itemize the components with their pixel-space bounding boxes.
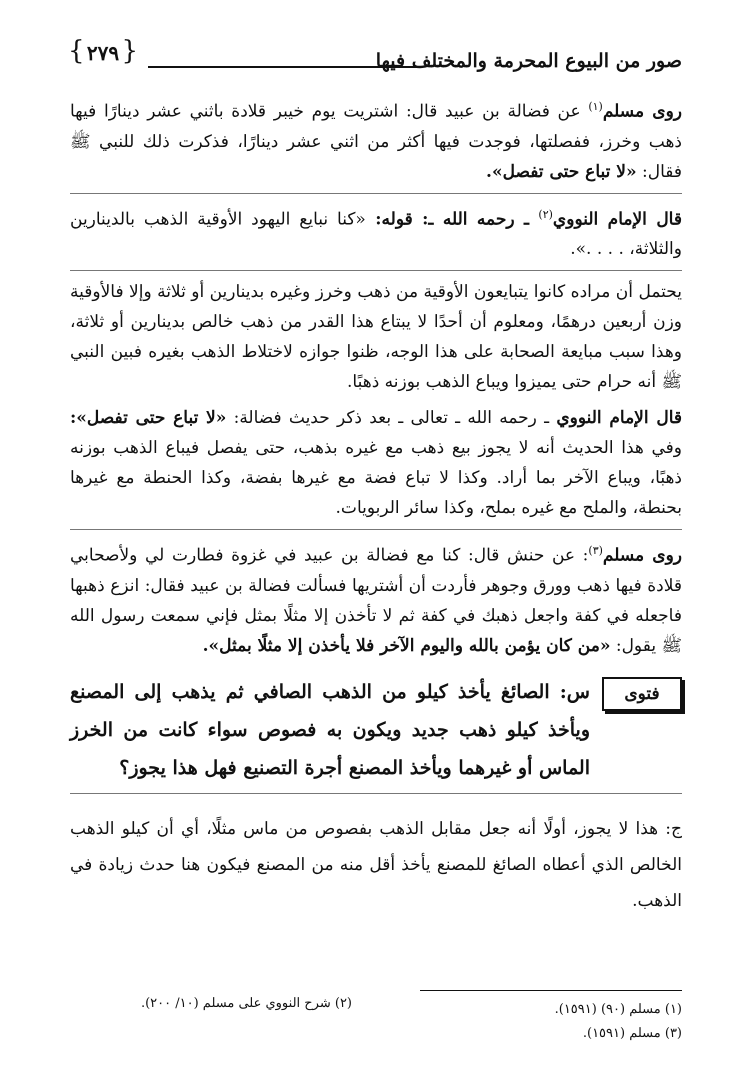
running-title: صور من البيوع المحرمة والمختلف فيها: [375, 50, 682, 72]
fatwa-answer: ج: هذا لا يجوز، أولًا أنه جعل مقابل الذهب بفصوص من ماس مثلًا، أي أن كيلو الذهب الخالص الذي أعطاه الصائغ للمصنع يأخذ أقل منه من المصنع فيكون هنا حدث زيادة في الذهب.: [70, 818, 682, 911]
paragraph-text: : عن حنش قال: كنا مع فضالة بن عبيد في غزوة فطارت لي ولأصحابي قلادة فيها ذهب وورق وجوهر فأردت أن أشتريها فسألت فضالة بن عبيد فقال: انزع ذهبها فاجعله في كفة واجعل ذهبك في كفة ثم لا تأخذن إلا مثلًا بمثل فإني سمعت رسول الله ﷺ يقول:: [70, 545, 682, 656]
paragraph-text: ـ رحمه الله ـ تعالى ـ بعد ذكر حديث فضالة:: [226, 408, 557, 429]
footnote-ref-1: (١): [588, 100, 603, 113]
hadith-quote: «لا تباع حتى تفصل».: [486, 161, 637, 182]
header-rule: [148, 66, 420, 68]
paragraph-lead: قال الإمام النووي: [552, 209, 682, 230]
footnote-ref-2: (٢): [538, 207, 553, 221]
page-number: { ٢٧٩ }: [70, 40, 136, 66]
paragraph-explanation: [70, 270, 682, 397]
hadith-quote: «من كان يؤمن بالله واليوم الآخر فلا يأخذن إلا مثلًا بمثل».: [202, 635, 611, 656]
footnote-rule: [420, 990, 682, 991]
fatwa-question: [70, 673, 682, 794]
paragraph-nawawi-1: [70, 193, 682, 265]
footnotes: [70, 990, 682, 1050]
footnote-3: (٣) مسلم (١٥٩١).: [582, 1026, 682, 1041]
paragraph-lead: روى مسلم: [602, 101, 683, 122]
paragraph-lead: قال الإمام النووي: [556, 408, 682, 429]
hadith-quote: «لا تباع حتى تفصل»:: [70, 408, 227, 429]
paragraph-lead-cont: ـ رحمه الله ـ: قوله:: [365, 209, 539, 230]
main-text: [70, 92, 682, 936]
paragraph-muslim-hanash: [70, 529, 682, 661]
paragraph-text: عن فضالة بن عبيد قال: اشتريت يوم خيبر قلادة باثني عشر دينارًا فيها ذهب وخرز، ففصلتها، فوجدت فيها أكثر من اثني عشر دينارًا، فذكرت ذلك للنبي ﷺ فقال:: [70, 101, 682, 182]
footnote-1: (١) مسلم (٩٠) (١٥٩١).: [554, 1002, 682, 1017]
paragraph-text-cont: وفي هذا الحديث أنه لا يجوز بيع ذهب مع غيره بذهب، حتى يفصل فيباع الذهب بوزنه ذهبًا، ويباع الآخر بما أراد. وكذا لا تباع فضة مع غيرها بفضة، وكذا الحنطة مع غيرها بحنطة، والملح مع غيره بملح، وكذا سائر الربويات.: [70, 438, 682, 519]
question-text: س: الصائغ يأخذ كيلو من الذهب الصافي ثم يذهب إلى المصنع ويأخذ كيلو ذهب جديد ويكون به فصوص سواء كانت من الخرز الماس أو غيرهما ويأخذ المصنع أجرة التصنيع فهل هذا يجوز؟: [70, 680, 590, 779]
footnote-2: (٢) شرح النووي على مسلم (١٠/ ٢٠٠).: [140, 996, 352, 1011]
fatwa-badge: فتوى: [602, 677, 682, 711]
paragraph-nawawi-2: [70, 403, 682, 523]
paragraph-text: يحتمل أن مراده كانوا يتبايعون الأوقية من ذهب وخرز وغيره بدينارين أو ثلاثة وإلا فالأوقية وزن أربعين درهمًا، ومعلوم أن أحدًا لا يبتاع هذا القدر من ذهب خالص بدينارين أو ثلاثة، وهذا سبب مبايعة الصحابة على هذا الوجه، ظنوا جوازه لاختلاط الذهب بغيره فبين النبي ﷺ أنه حرام حتى يميزوا ويباع الذهب بوزنه ذهبًا.: [70, 282, 682, 393]
footnote-ref-3: (٣): [588, 544, 603, 558]
paragraph-text: «كنا نبايع اليهود الأوقية الذهب بالدينارين والثلاثة، . . . .».: [70, 209, 682, 260]
page-header: [70, 36, 682, 82]
paragraph-muslim-fadala: [70, 92, 682, 187]
paragraph-lead: روى مسلم: [602, 545, 682, 566]
footnotes-column-right: [555, 998, 682, 1046]
